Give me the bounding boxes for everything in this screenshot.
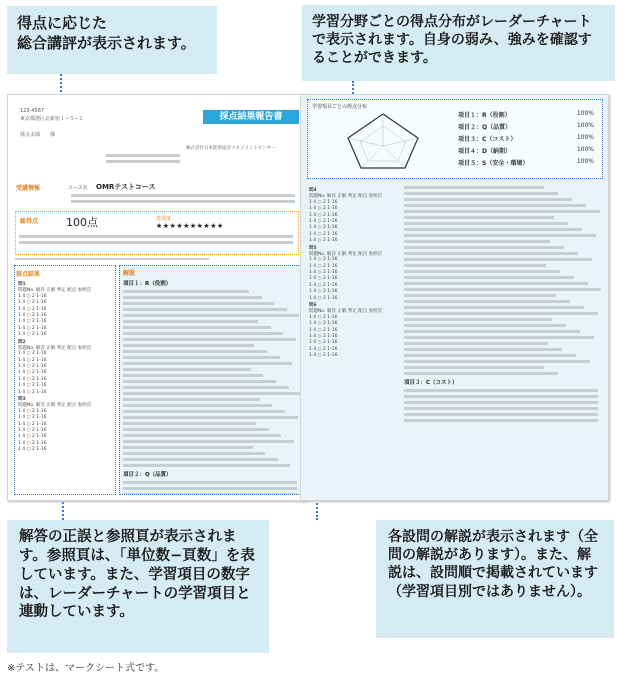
text-line <box>123 326 271 329</box>
callout-answer-results: 解答の正誤と参照頁が表示されます。参照頁は、「単位数−頁数」を表しています。また、学習項目の数字は、レーダーチャートの学習項目と連動しています。 <box>7 520 269 653</box>
text-line <box>123 410 285 413</box>
text-line <box>404 204 586 207</box>
text-line <box>123 308 287 311</box>
text-line <box>123 416 298 419</box>
text-line <box>123 356 280 359</box>
text-line <box>404 252 578 255</box>
text-line <box>404 282 588 285</box>
radar-item-5: 項目５：S（安全・環境） 100% <box>458 158 594 167</box>
question-group-title: 問1 <box>18 282 26 287</box>
radar-item-4: 項目４：D（納期） 100% <box>458 146 594 155</box>
table-header: 問題No. 解答 正解 判定 配点 参照頁 <box>18 288 92 294</box>
results-table <box>18 281 114 454</box>
text-line <box>123 422 256 425</box>
table-header: 問題No. 解答 正解 判定 配点 参照頁 <box>18 345 92 351</box>
table-row: 1 4 ○ 2 1-16 <box>309 218 338 224</box>
text-line <box>404 234 596 237</box>
text-line <box>404 300 570 303</box>
explain-title: 解説 <box>123 270 136 277</box>
text-line <box>123 302 274 305</box>
table-header: 問題No. 解答 正解 判定 配点 参照頁 <box>309 309 383 315</box>
text-line <box>404 186 544 189</box>
text-line <box>123 374 263 377</box>
table-row: 1 4 ○ 2 1-16 <box>309 346 338 352</box>
text-line <box>404 342 548 345</box>
text-line <box>404 372 558 375</box>
table-row: 1 4 ○ 2 1-16 <box>309 282 338 288</box>
text-line <box>123 464 290 467</box>
text-line <box>123 350 267 353</box>
table-row: 1 4 ○ 2 1-16 <box>18 389 47 395</box>
table-row: 1 4 ○ 2 1-16 <box>18 351 47 357</box>
table-row: 1 4 ○ 2 1-16 <box>309 257 338 263</box>
text-line <box>404 222 568 225</box>
text-line <box>123 404 272 407</box>
table-row: 1 4 ○ 2 1-16 <box>309 289 338 295</box>
text-line <box>123 314 299 317</box>
section-results-title: 採点結果 <box>16 271 41 278</box>
comment-lines <box>16 232 296 247</box>
course-name: OMRテストコース <box>96 183 156 191</box>
question-group-title: 問2 <box>18 339 26 345</box>
table-row: 1 4 ○ 2 1-16 <box>309 238 338 244</box>
text-line <box>404 240 550 243</box>
table-row: 1 4 ○ 2 1-16 <box>309 340 338 346</box>
footnote: ※テストは、マークシート式です。 <box>7 663 165 674</box>
table-row: 1 4 ○ 2 1-16 <box>309 199 338 205</box>
text-line <box>123 434 281 437</box>
table-header: 問題No. 解答 正解 判定 配点 参照頁 <box>309 194 383 200</box>
text-line <box>123 398 260 401</box>
radar-item-2: 項目２：Q（品質） 100% <box>458 122 594 131</box>
text-line <box>404 246 564 249</box>
text-line <box>404 336 594 339</box>
explanation-panel <box>119 265 301 495</box>
text-line <box>404 318 552 321</box>
text-line <box>123 362 292 365</box>
table-row: 1 4 ○ 2 1-16 <box>18 312 47 318</box>
table-row: 1 4 ○ 2 1-16 <box>18 332 47 338</box>
table-row: 1 4 ○ 2 1-16 <box>18 440 47 446</box>
text-line <box>123 452 265 455</box>
table-row: 1 4 ○ 2 1-16 <box>18 447 47 453</box>
table-row: 1 4 ○ 2 1-16 <box>18 364 47 370</box>
question-group-title: 問4 <box>309 188 317 193</box>
text-line <box>404 288 601 291</box>
table-row: 1 4 ○ 2 1-16 <box>309 295 338 301</box>
info-lines <box>103 151 183 166</box>
table-row: 1 4 ○ 2 1-16 <box>18 427 47 433</box>
score-label: 総得点 <box>20 218 39 225</box>
explain-lines-2 <box>120 481 300 495</box>
text-line <box>404 330 580 333</box>
table-row: 1 4 ○ 2 1-16 <box>18 319 47 325</box>
explanation-panel-continued <box>401 183 601 495</box>
text-line <box>404 216 554 219</box>
table-row: 1 4 ○ 2 1-16 <box>18 383 47 389</box>
text-line <box>123 380 276 383</box>
text-line <box>404 210 600 213</box>
course-lines <box>68 191 298 206</box>
text-line <box>404 198 572 201</box>
explain-heading-2: 項目２：Q（品質） <box>123 472 172 478</box>
table-row: 1 4 ○ 2 1-16 <box>309 276 338 282</box>
table-row: 1 4 ○ 2 1-16 <box>18 325 47 331</box>
text-line <box>404 264 546 267</box>
table-row: 1 4 ○ 2 1-16 <box>309 212 338 218</box>
radar-chart <box>328 106 438 176</box>
text-line <box>123 392 301 395</box>
text-line <box>404 258 592 261</box>
text-line <box>404 228 582 231</box>
text-line <box>404 348 562 351</box>
report-page-left <box>7 94 305 501</box>
explain-lines-continued <box>401 186 601 375</box>
text-line <box>404 306 584 309</box>
text-line <box>123 320 258 323</box>
radar-title: 学習項目ごとの得点分布 <box>312 104 368 110</box>
score-summary-box <box>15 211 299 255</box>
table-row: 1 4 ○ 2 1-16 <box>18 300 47 306</box>
callout-radar-chart: 学習分野ごとの得点分布がレーダーチャートで表示されます。自身の弱み、強みを確認することができます。 <box>302 5 615 81</box>
question-group-title: 問6 <box>309 303 317 309</box>
table-row: 1 4 ○ 2 1-16 <box>18 421 47 427</box>
table-row: 1 4 ○ 2 1-16 <box>309 314 338 320</box>
table-row: 1 4 ○ 2 1-16 <box>18 357 47 363</box>
achievement-stars: ★★★★★★★★★★ <box>156 222 224 230</box>
text-line <box>404 360 590 363</box>
callout-overall-comment: 得点に応じた 総合講評が表示されます。 <box>7 6 217 74</box>
explain-heading: 項目１：R（役割） <box>123 281 172 287</box>
text-line <box>404 294 556 297</box>
table-row: 1 4 ○ 2 1-16 <box>309 263 338 269</box>
text-line <box>404 312 598 315</box>
text-line <box>123 290 249 293</box>
section-info-title: 受講情報 <box>16 185 41 192</box>
table-row: 1 4 ○ 2 1-16 <box>18 306 47 312</box>
table-row: 1 4 ○ 2 1-16 <box>18 376 47 382</box>
text-line <box>123 296 262 299</box>
text-line <box>404 192 558 195</box>
table-row: 1 4 ○ 2 1-16 <box>309 333 338 339</box>
table-row: 1 4 ○ 2 1-16 <box>18 293 47 299</box>
total-score: 100点 <box>66 216 98 229</box>
text-line <box>404 366 544 369</box>
text-line <box>123 446 253 449</box>
text-line <box>123 332 283 335</box>
radar-chart-box <box>307 99 603 179</box>
question-group-title: 問3 <box>18 397 26 403</box>
explain-lines-3 <box>401 389 601 422</box>
table-row: 1 4 ○ 2 1-16 <box>309 225 338 231</box>
text-line <box>123 338 296 341</box>
callout-explanations: 各設問の解説が表示されます（全問の解説があります）。また、解説は、設問順で掲載されています（学習項目別ではありません）。 <box>376 520 614 638</box>
explain-lines <box>120 290 300 467</box>
question-group-title: 問5 <box>309 245 317 251</box>
text-line <box>404 354 576 357</box>
table-row: 1 4 ○ 2 1-16 <box>18 434 47 440</box>
table-header: 問題No. 解答 正解 判定 配点 参照頁 <box>309 251 383 257</box>
radar-item-1: 項目１：R（役割） 100% <box>458 110 594 119</box>
text-line <box>123 344 254 347</box>
text-line <box>123 386 289 389</box>
explain-heading-3: 項目３：C（コスト） <box>404 380 458 386</box>
course-label: コース名 <box>68 185 88 191</box>
address-block: 123-4567 東京都港区北新宿１−５−２ 採点太郎 様 <box>20 108 84 138</box>
text-line <box>123 440 294 443</box>
text-line <box>123 368 251 371</box>
radar-item-3: 項目３：C（コスト） 100% <box>458 134 594 143</box>
table-row: 1 4 ○ 2 1-16 <box>18 415 47 421</box>
company-name: 株式会社日本能率協会マネジメントセンター <box>186 146 276 151</box>
table-row: 1 4 ○ 2 1-16 <box>309 321 338 327</box>
table-row: 1 4 ○ 2 1-16 <box>309 206 338 212</box>
report-page-right <box>300 94 609 501</box>
note-lines <box>12 255 212 263</box>
table-row: 1 4 ○ 2 1-16 <box>309 231 338 237</box>
table-row: 1 4 ○ 2 1-16 <box>309 270 338 276</box>
text-line <box>123 428 269 431</box>
achievement-label: 達成度 <box>156 216 172 222</box>
text-line <box>404 270 560 273</box>
table-header: 問題No. 解答 正解 判定 配点 参照頁 <box>18 403 92 409</box>
text-line <box>404 324 566 327</box>
table-row: 1 4 ○ 2 1-16 <box>309 353 338 359</box>
table-row: 1 4 ○ 2 1-16 <box>18 408 47 414</box>
table-row: 1 4 ○ 2 1-16 <box>18 370 47 376</box>
report-title: 採点結果報告書 <box>203 110 299 124</box>
results-table-continued <box>309 187 399 360</box>
text-line <box>123 458 278 461</box>
table-row: 1 4 ○ 2 1-16 <box>309 327 338 333</box>
text-line <box>404 276 574 279</box>
